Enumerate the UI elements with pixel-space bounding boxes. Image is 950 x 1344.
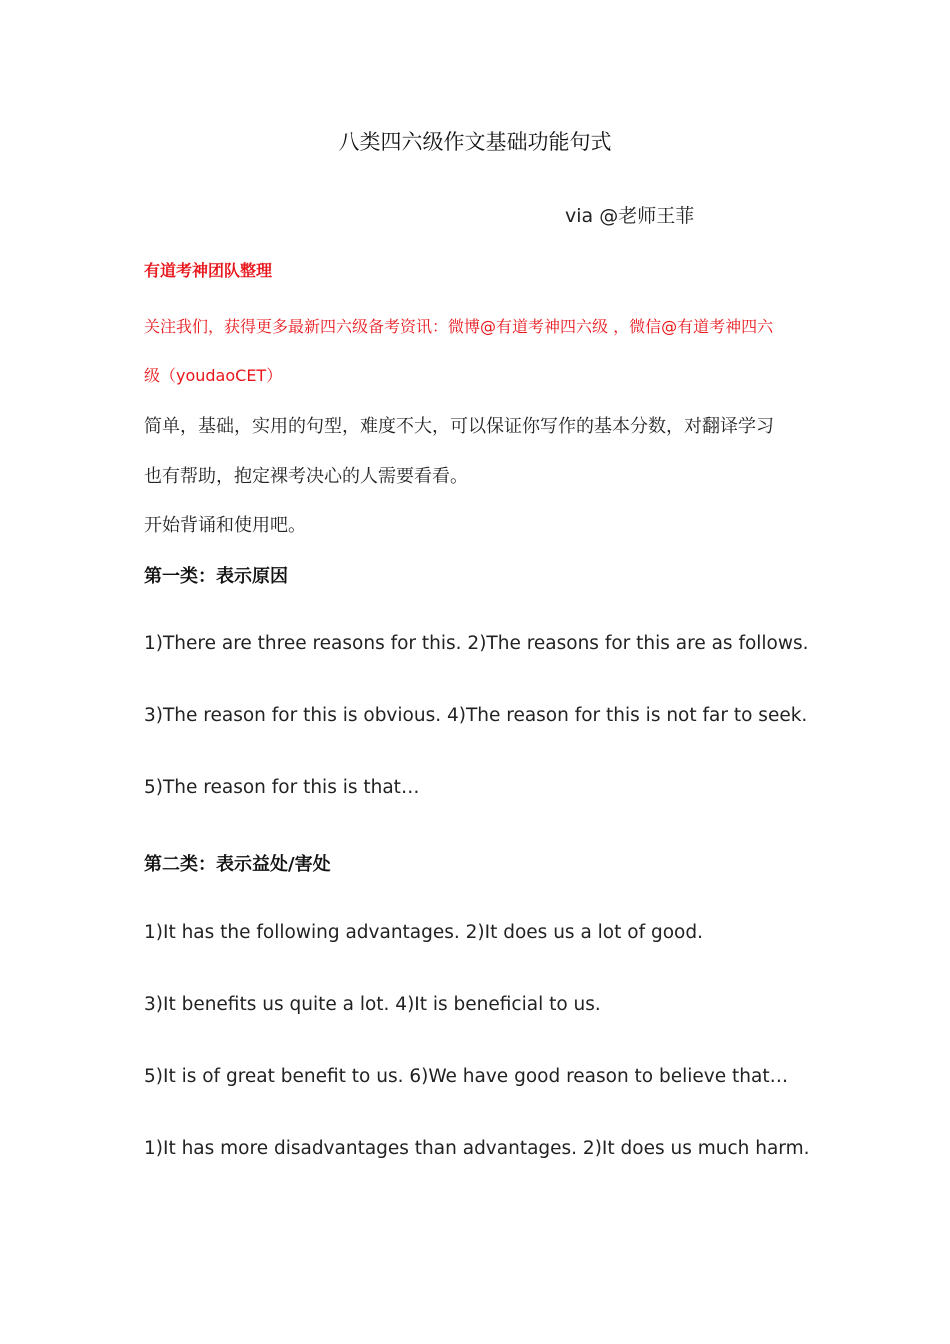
intro-line-2: 也有帮助，抱定裸考决心的人需要看看。: [144, 466, 468, 487]
sentence-line: 1)There are three reasons for this. 2)The reasons for this are as follows.: [144, 633, 809, 654]
author-byline: via @老师王菲: [565, 205, 695, 227]
sentence-line: 3)The reason for this is obvious. 4)The reason for this is not far to seek.: [144, 705, 808, 726]
sentence-line: 5)It is of great benefit to us. 6)We have good reason to believe that…: [144, 1066, 789, 1087]
follow-notice-line-1: 关注我们，获得更多最新四六级备考资讯：微博@有道考神四六级 ，微信@有道考神四六: [144, 317, 774, 336]
intro-line-3: 开始背诵和使用吧。: [144, 515, 306, 536]
sentence-line: 1)It has more disadvantages than advantages. 2)It does us much harm.: [144, 1138, 810, 1159]
source-note: 有道考神团队整理: [144, 261, 273, 280]
section-heading: 第二类：表示益处/害处: [144, 854, 331, 875]
sentence-line: 1)It has the following advantages. 2)It does us a lot of good.: [144, 922, 703, 943]
section-heading: 第一类：表示原因: [144, 566, 288, 587]
sentence-line: 3)It benefits us quite a lot. 4)It is beneficial to us.: [144, 994, 601, 1015]
sentence-line: 5)The reason for this is that…: [144, 777, 420, 798]
intro-line-1: 简单，基础，实用的句型，难度不大，可以保证你写作的基本分数，对翻译学习: [144, 416, 774, 437]
document-title: 八类四六级作文基础功能句式: [338, 130, 612, 154]
follow-notice-line-2: 级（youdaoCET）: [144, 366, 283, 385]
